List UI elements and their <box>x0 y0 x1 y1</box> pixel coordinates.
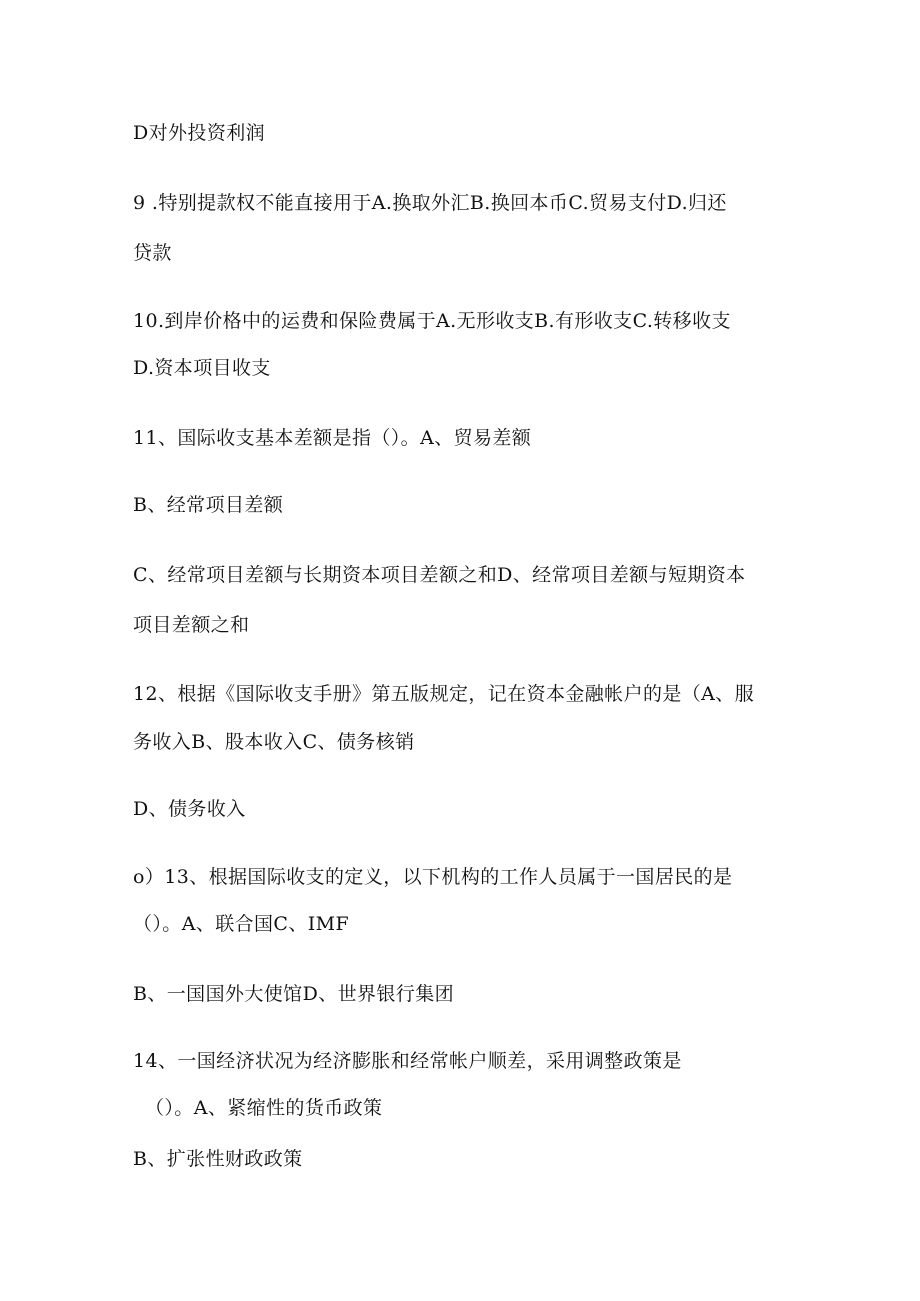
question-11-line-3: C、经常项目差额与长期资本项目差额之和D、经常项目差额与短期资本 <box>133 564 746 586</box>
question-10-line-1: 10.到岸价格中的运费和保险费属于A.无形收支B.有形收支C.转移收支 <box>133 310 731 332</box>
question-14-option-b: B、扩张性财政政策 <box>133 1148 303 1170</box>
text-line-d-option: D对外投资利润 <box>133 122 266 144</box>
question-11-line-1: 11、国际收支基本差额是指（）。A、贸易差额 <box>133 427 532 449</box>
question-11-line-4: 项目差额之和 <box>133 614 250 636</box>
question-14-line-2: （）。A、紧缩性的货币政策 <box>145 1097 383 1119</box>
question-9-line-2: 贷款 <box>133 242 172 264</box>
question-13-line-2: （）。A、联合国C、IMF <box>133 913 350 935</box>
question-10-line-2: D.资本项目收支 <box>133 357 271 379</box>
question-11-option-b: B、经常项目差额 <box>133 494 284 516</box>
question-12-option-d: D、债务收入 <box>133 798 246 820</box>
question-13-line-1: o）13、根据国际收支的定义，以下机构的工作人员属于一国居民的是 <box>133 866 733 888</box>
question-13-line-3: B、一国国外大使馆D、世界银行集团 <box>133 983 454 1005</box>
question-12-line-2: 务收入B、股本收入C、债务核销 <box>133 731 415 753</box>
question-9-line-1: 9 .特别提款权不能直接用于A.换取外汇B.换回本币C.贸易支付D.归还 <box>133 192 727 214</box>
question-12-line-1: 12、根据《国际收支手册》第五版规定，记在资本金融帐户的是（A、服 <box>133 683 755 705</box>
question-14-line-1: 14、一国经济状况为经济膨胀和经常帐户顺差，采用调整政策是 <box>133 1050 682 1072</box>
